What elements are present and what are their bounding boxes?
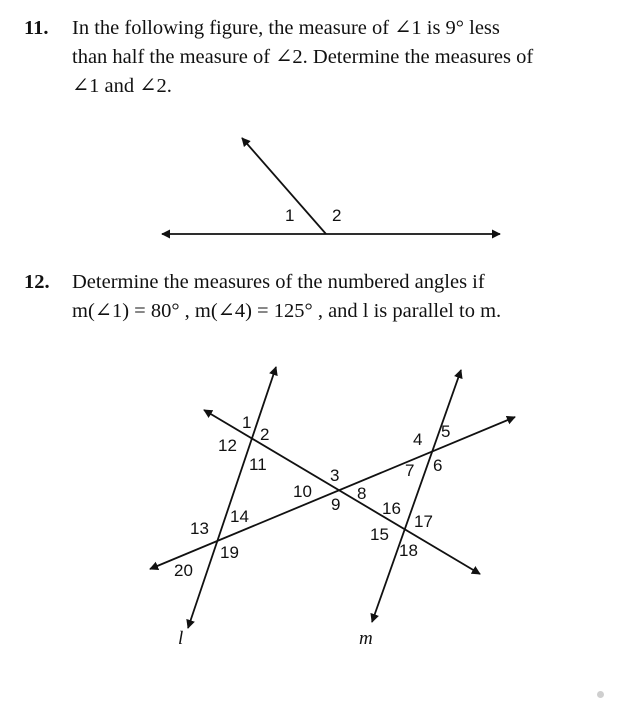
angle-label-2: 2 [260, 425, 270, 444]
problem-12-text-1: Determine the measures of the numbered angles if [72, 271, 485, 293]
angle-label-3: 3 [330, 466, 340, 485]
angle-label-6: 6 [433, 456, 443, 475]
angle-label-12: 12 [218, 436, 237, 455]
line-l [188, 367, 276, 628]
problem-11-line-2: than half the measure of ∠2. Determine the measures of [72, 46, 534, 68]
figure-11 [162, 138, 500, 234]
angle-label-18: 18 [399, 541, 418, 560]
angle-label-17: 17 [414, 512, 433, 531]
angle-label-1: 1 [242, 413, 252, 432]
corner-dot [597, 691, 604, 698]
problem-11-number: 11. [24, 17, 49, 39]
transversal-2 [150, 417, 515, 569]
line-m [372, 370, 461, 622]
angle-label-19: 19 [220, 543, 239, 562]
problem-11-line-3: ∠1 and ∠2. [72, 75, 172, 97]
angle-label-15: 15 [370, 525, 389, 544]
angle-label-5: 5 [441, 422, 451, 441]
angle-label-4: 4 [413, 430, 423, 449]
figure-11-label-2: 2 [332, 206, 342, 225]
problem-11-text-1: In the following figure, the measure of ∠1 is 9° less [72, 17, 500, 39]
line-l-label: l [178, 628, 184, 649]
problem-12-number: 12. [24, 271, 50, 293]
line-m-label: m [359, 628, 373, 649]
angle-label-8: 8 [357, 484, 367, 503]
angle-label-7: 7 [405, 461, 415, 480]
figure-11-label-1: 1 [285, 206, 295, 225]
problem-12-line-2: m(∠1) = 80° , m(∠4) = 125° , and l is parallel to m. [72, 300, 502, 322]
figure-12 [150, 367, 515, 649]
angle-label-11: 11 [249, 455, 267, 474]
angle-label-9: 9 [331, 495, 341, 514]
figure-11-ray [242, 138, 326, 234]
angle-label-16: 16 [382, 499, 401, 518]
angle-label-13: 13 [190, 519, 209, 538]
angle-label-14: 14 [230, 507, 249, 526]
angle-label-20: 20 [174, 561, 193, 580]
angle-label-10: 10 [293, 482, 312, 501]
